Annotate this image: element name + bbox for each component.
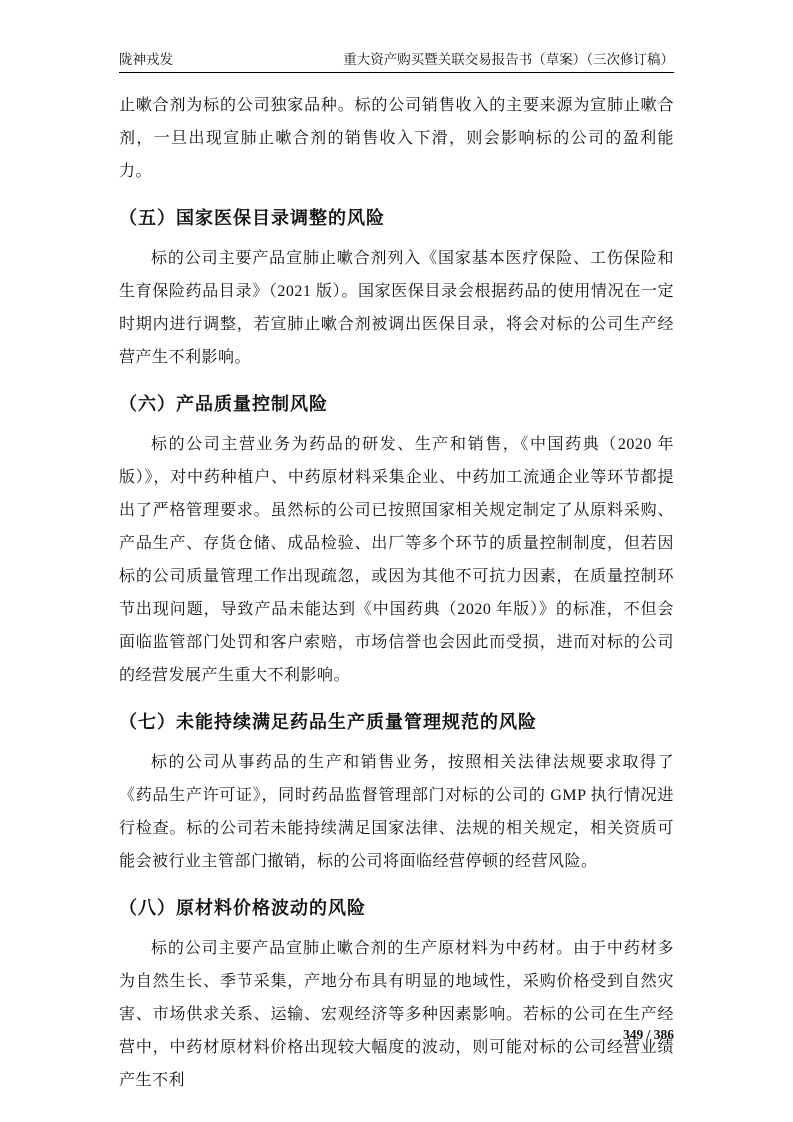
section-heading-6: （六）产品质量控制风险 <box>119 394 328 414</box>
section-heading-8: （八）原材料价格波动的风险 <box>119 898 366 918</box>
header-report-title: 重大资产购买暨关联交易报告书（草案）（三次修订稿） <box>343 52 674 67</box>
page-number: 349 / 386 <box>622 1027 674 1042</box>
section-paragraph-5: 标的公司主要产品宣肺止嗽合剂列入《国家基本医疗保险、工伤保险和生育保险药品目录》（2021 版）。国家医保目录会根据药品的使用情况在一定时期内进行调整，若宣肺止嗽合剂被调出医保目录，将会对标的公司生产经营产生不利影响。 <box>119 250 674 366</box>
section-heading-5: （五）国家医保目录调整的风险 <box>119 208 385 228</box>
page-header <box>119 0 674 73</box>
section-paragraph-6: 标的公司主营业务为药品的研发、生产和销售，《中国药典（2020 年版）》，对中药种植户、中药原材料采集企业、中药加工流通企业等环节都提出了严格管理要求。虽然标的公司已按照国家相关规定制定了从原料采购、产品生产、存货仓储、成品检验、出厂等多个环节的质量控制制度，但若因标的公司质量管理工作出现疏忽，或因为其他不可抗力因素，在质量控制环节出现问题，导致产品未能达到《中国药典（2020 年版）》的标准，不但会面临监管部门处罚和客户索赔，市场信誉也会因此而受损，进而对标的公司的经营发展产生重大不利影响。 <box>119 436 674 684</box>
section-heading-7: （七）未能持续满足药品生产质量管理规范的风险 <box>119 712 537 732</box>
page-body <box>119 73 674 1097</box>
header-company-name: 陇神戎发 <box>119 52 173 67</box>
continuation-paragraph: 止嗽合剂为标的公司独家品种。标的公司销售收入的主要来源为宣肺止嗽合剂，一旦出现宣肺止嗽合剂的销售收入下滑，则会影响标的公司的盈利能力。 <box>119 97 674 180</box>
section-paragraph-7: 标的公司从事药品的生产和销售业务，按照相关法律法规要求取得了《药品生产许可证》，同时药品监督管理部门对标的公司的 GMP 执行情况进行检查。标的公司若未能持续满足国家法律、法规的相关规定，相关资质可能会被行业主管部门撤销，标的公司将面临经营停顿的经营风险。 <box>119 754 674 870</box>
section-paragraph-8: 标的公司主要产品宣肺止嗽合剂的生产原材料为中药材。由于中药材多为自然生长、季节采集，产地分布具有明显的地域性，采购价格受到自然灾害、市场供求关系、运输、宏观经济等多种因素影响。若标的公司在生产经营中，中药材原材料价格出现较大幅度的波动，则可能对标的公司经营业绩产生不利 <box>119 940 674 1089</box>
